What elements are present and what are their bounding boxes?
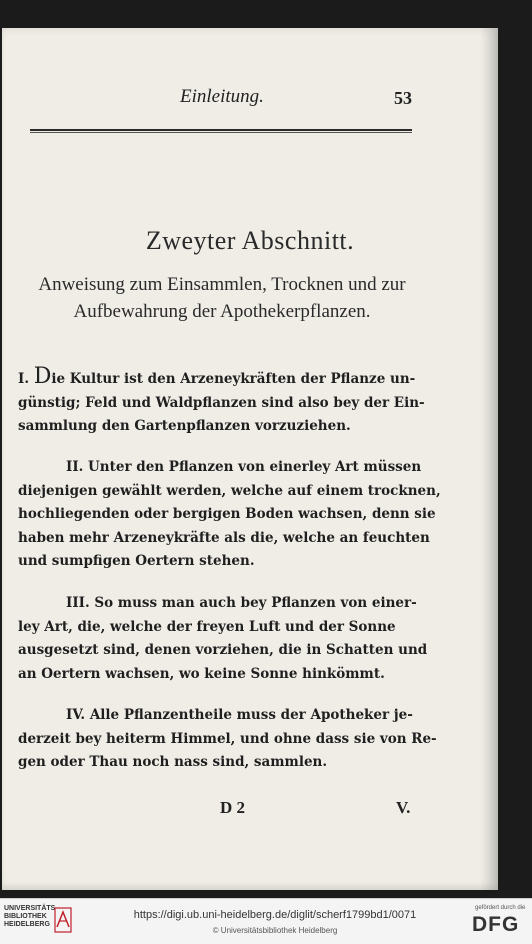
signature-mark: D 2 (220, 798, 246, 817)
paragraph-line: günstig; Feld und Waldpflanzen sind also bey der Ein- (18, 394, 425, 411)
paragraph-line: II. Unter den Pflanzen von einerley Art müssen (66, 459, 422, 475)
paragraph-line: derzeit bey heiterm Himmel, und ohne dass sie von Re- (18, 730, 437, 747)
paragraph-line: ley Art, die, welche der freyen Luft und der Sonne (18, 618, 396, 635)
section-title: Zweyter Abschnitt. (145, 226, 355, 255)
paragraph-line: gen oder Thau noch nass sind, sammlen. (18, 754, 328, 770)
paragraph-line: III. So muss man auch bey Pflanzen von einer- (66, 595, 417, 611)
book-page (2, 28, 498, 890)
subtitle-line: Anweisung zum Einsammlen, Trocknen und zur (38, 274, 406, 295)
paragraph-2 (18, 456, 441, 574)
paragraph-line: IV. Alle Pflanzentheile muss der Apotheker je- (66, 707, 413, 723)
section-subtitle (16, 271, 428, 325)
copyright-text: © Universitätsbibliothek Heidelberg (212, 926, 338, 935)
library-logo-text: UNIVERSITÄTS- BIBLIOTHEK HEIDELBERG (4, 905, 58, 928)
permalink-url[interactable]: https://digi.ub.uni-heidelberg.de/diglit/scherf1799bd1/0071 (133, 909, 417, 921)
running-head: Einleitung. (180, 86, 264, 107)
funded-by-text: gefördert durch die (475, 905, 526, 911)
paragraph-line: I. Die Kultur ist den Arzeneykräften der Pflanze un- (18, 364, 416, 389)
paragraph-line: und sumpfigen Oertern stehen. (18, 553, 255, 569)
paragraph-line: haben mehr Arzeneykräfte als die, welche an feuchten (18, 529, 430, 546)
paragraph-line: ausgesetzt sind, denen vorziehen, die in Schatten und (18, 642, 428, 658)
paragraph-line: sammlung den Gartenpflanzen vorzuziehen. (18, 418, 351, 434)
drop-initial: D (33, 364, 52, 389)
header-rule-secondary (30, 132, 412, 133)
paragraph-3 (18, 592, 428, 686)
subtitle-line: Aufbewahrung der Apothekerpflanzen. (73, 301, 371, 322)
header-rule (30, 129, 412, 131)
paragraph-1 (18, 364, 425, 439)
viewer-footer (0, 898, 532, 944)
paragraph-line: an Oertern wachsen, wo keine Sonne hinkömmt. (18, 665, 385, 682)
library-emblem-icon (54, 907, 72, 933)
catchword: V. (396, 798, 411, 817)
dfg-logo: DFG (472, 913, 520, 936)
page-number: 53 (394, 88, 412, 108)
paragraph-line: hochliegenden oder bergigen Boden wachsen, denn sie (18, 506, 436, 522)
paragraph-4 (18, 704, 437, 775)
paragraph-line: diejenigen gewählt werden, welche auf einem trocknen, (18, 482, 441, 499)
